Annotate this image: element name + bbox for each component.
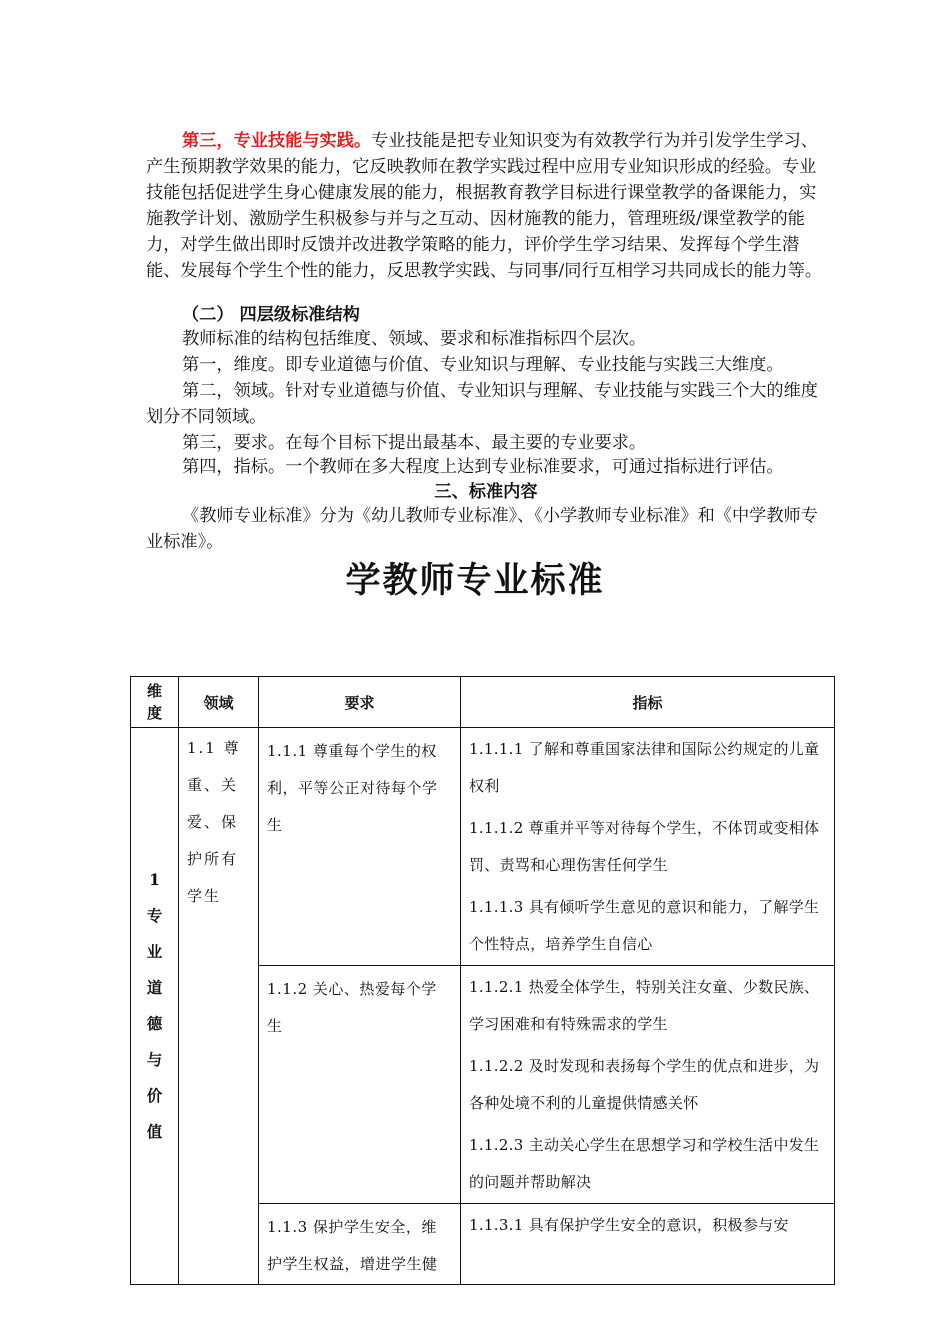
requirement-cell (259, 966, 461, 1204)
requirement-cell (259, 1204, 461, 1285)
indicator-item: 1.1.1.2 尊重并平等对待每个学生，不体罚或变相体罚、责骂和心理伤害任何学生 (469, 819, 820, 874)
section-heading-structure: （二） 四层级标准结构 (182, 305, 360, 325)
paragraph-structure (146, 326, 826, 352)
paragraph-requirement (146, 430, 826, 456)
standards-table (130, 676, 835, 1285)
dimension-label: 1 专 业 道 德 与 价 值 (146, 870, 163, 1141)
indicator-item: 1.1.3.1 具有保护学生安全的意识，积极参与安 (469, 1216, 789, 1234)
indicator-item: 1.1.2.1 热爱全体学生，特别关注女童、少数民族、学习困难和有特殊需求的学生 (469, 978, 820, 1033)
domain-cell (179, 728, 259, 1285)
indicator-text: 第四，指标。一个教师在多大程度上达到专业标准要求，可通过指标进行评估。 (182, 457, 784, 477)
header-requirement: 要求 (259, 677, 461, 728)
skills-lead-heading: 第三，专业技能与实践。 (182, 131, 372, 151)
section-heading-content: 三、标准内容 (434, 482, 538, 502)
dimension-cell (131, 728, 179, 1285)
paragraph-dimension (146, 352, 826, 378)
table-row (131, 728, 835, 966)
skills-body-text: 专业技能是把专业知识变为有效教学行为并引发学生学习、产生预期教学效果的能力，它反映教师在教学实践过程中应用专业知识形成的经验。专业技能包括促进学生身心健康发展的能力，根据教育教学目标进行课堂教学的备课能力，实施教学计划、激励学生积极参与并与之互动、因材施教的能力，管理班级/课堂教学的能力，对学生做出即时反馈并改进教学策略的能力，评价学生学习结果、发挥每个学生潜能、发展每个学生个性的能力，反思教学实践、与同事/同行互相学习共同成长的能力等。 (146, 131, 823, 281)
requirement-cell (259, 728, 461, 966)
requirement-text-3: 1.1.3 保护学生安全，维护学生权益，增进学生健 (267, 1218, 438, 1273)
indicator-cell (461, 728, 835, 966)
requirement-text-2: 1.1.2 关心、热爱每个学生 (267, 980, 437, 1035)
requirement-text: 第三，要求。在每个目标下提出最基本、最主要的专业要求。 (182, 433, 647, 453)
paragraph-professional-skills (146, 128, 826, 284)
dimension-text: 第一，维度。即专业道德与价值、专业知识与理解、专业技能与实践三大维度。 (182, 355, 784, 375)
indicator-item: 1.1.1.3 具有倾听学生意见的意识和能力，了解学生个性特点，培养学生自信心 (469, 898, 820, 953)
content-text: 《教师专业标准》分为《幼儿教师专业标准》、《小学教师专业标准》和《中学教师专业标准》。 (146, 506, 818, 552)
document-title: 学教师专业标准 (345, 560, 605, 601)
header-indicator: 指标 (461, 677, 835, 728)
indicator-item: 1.1.1.1 了解和尊重国家法律和国际公约规定的儿童权利 (469, 740, 820, 795)
requirement-text-1: 1.1.1 尊重每个学生的权利，平等公正对待每个学生 (267, 742, 438, 834)
indicator-cell (461, 966, 835, 1204)
paragraph-indicator (146, 454, 826, 480)
paragraph-content (146, 503, 826, 555)
structure-text: 教师标准的结构包括维度、领域、要求和标准指标四个层次。 (182, 329, 647, 349)
indicator-item: 1.1.2.3 主动关心学生在思想学习和学校生活中发生的问题并帮助解决 (469, 1136, 820, 1191)
header-dimension: 维 度 (131, 677, 179, 728)
paragraph-domain (146, 378, 826, 430)
table-header-row (131, 677, 835, 728)
indicator-item: 1.1.2.2 及时发现和表扬每个学生的优点和进步，为各种处境不利的儿童提供情感关怀 (469, 1057, 820, 1112)
indicator-cell (461, 1204, 835, 1285)
domain-label: 1.1 尊重、关爱、保护所有学生 (187, 739, 241, 905)
domain-text: 第二，领域。针对专业道德与价值、专业知识与理解、专业技能与实践三个大的维度划分不同领域。 (146, 381, 818, 427)
header-domain: 领域 (179, 677, 259, 728)
